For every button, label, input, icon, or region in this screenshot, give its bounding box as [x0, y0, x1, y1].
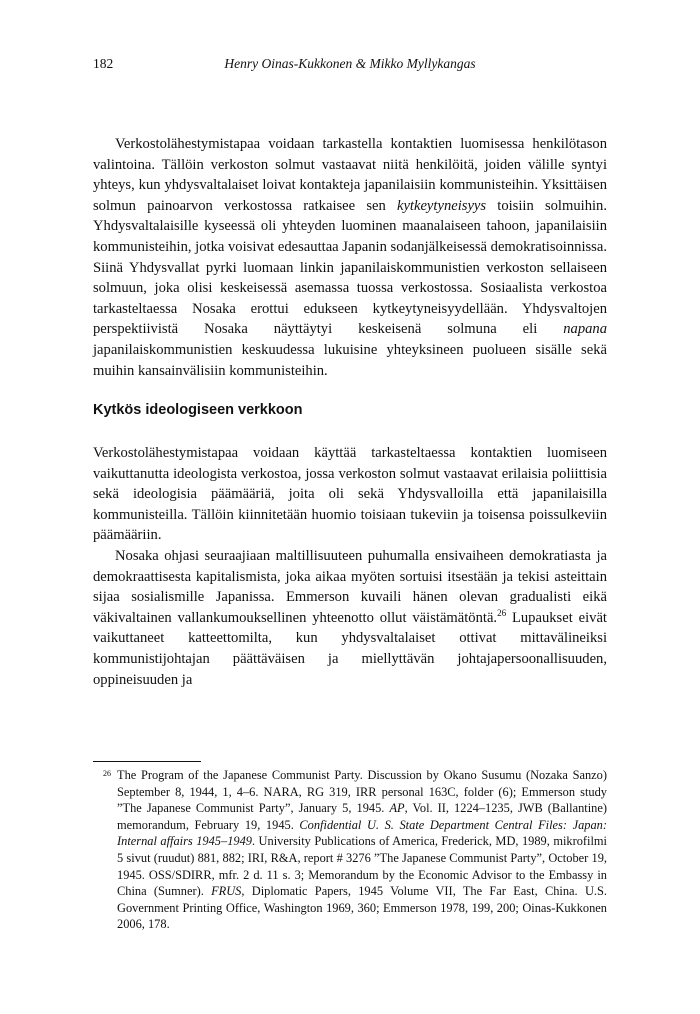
- running-header: [93, 56, 607, 74]
- page-number: 182: [93, 56, 114, 71]
- text-run: Verkostolähestymistapaa voidaan tarkastella kontaktien luomisessa henkilötason valintoina. Tällöin verkoston solmut vastaavat niitä henkilöitä, joiden välille syntyi yhteys, kun yhdysvaltalaiset loivat kontakteja japanilaisiin kommunisteihin. Yksittäisen solmun painoarvon verkostossa ratkaisee sen: [93, 136, 607, 214]
- footnote-text: [117, 767, 607, 933]
- footnote-marker: 26: [103, 769, 111, 778]
- paragraph: [93, 134, 607, 381]
- text-run: Nosaka ohjasi seuraajiaan maltillisuuteen puhumalla ensivaiheen demokratiasta ja demokraattisesta kapitalismista, joka aikaa myöten sortuisi itsestään ja tekisi asteittain sijaa sosialismille Japanissa. Emmerson kuvaili hänen olevan gradualisti eikä väkivaltainen vallankumouksellinen yhteenotto ollut väistämätöntä.: [93, 547, 607, 626]
- text-run: , Vol. II, 1224–1235, JWB (Ballantine) memorandum, February 19, 1945.: [117, 801, 607, 832]
- footnote-reference: 26: [497, 607, 507, 618]
- italic-run: FRUS: [211, 884, 242, 899]
- italic-run: Confidential U. S. State Department Central Files: Japan: Internal affairs 1945–1949: [117, 817, 608, 849]
- paragraph: [93, 443, 607, 546]
- italic-run: napana: [563, 321, 607, 338]
- text-run: , Diplomatic Papers, 1945 Volume VII, The Far East, China. U.S. Government Printing Office, Washington 1969, 360; Emmerson 1978, 199, 200; Oinas-Kukkonen 2006, 178.: [117, 884, 607, 932]
- paragraph: [93, 546, 607, 690]
- text-run: The Program of the Japanese Communist Party. Discussion by Okano Susumu (Nozaka Sanzo) September 8, 1944, 1, 4–6. NARA, RG 319, IRR personal 163C, folder (6); Emmerson study ”The Japanese Communist Party”, January 5, 1945.: [117, 768, 607, 816]
- running-title: Henry Oinas-Kukkonen & Mikko Myllykangas: [224, 56, 476, 71]
- footnote-26: [93, 767, 607, 933]
- italic-run: kytkeytyneisyys: [396, 197, 487, 214]
- text-run: Verkostolähestymistapaa voidaan käyttää tarkasteltaessa kontaktien luomiseen vaikuttanutta ideologista verkostoa, jossa verkoston solmut vastaavat erilaisia poliittisia sekä ideologisia päämääriä, joita oli sekä Yhdysvalloilla että japanilaisilla kommunisteilla. Tällöin kiinnitetään huomio toisiaan tukeviin ja toisensa poissulkeviin päämääriin.: [93, 445, 607, 544]
- section-heading: Kytkös ideologiseen verkkoon: [93, 402, 303, 418]
- text-run: Lupaukset eivät vaikuttaneet katteettomilta, kun yhdysvaltalaiset ottivat mittavälineiksi kommunistijohtajan päättäväisen ja miellyttävän johtajapersoonallisuuden, oppineisuuden ja: [93, 609, 607, 688]
- section-1: [93, 134, 607, 381]
- italic-run: AP: [389, 801, 405, 816]
- text-run: toisiin solmuihin. Yhdysvaltalaisille kyseessä oli yhteyden luominen maanalaiseen tahoon, japanilaisiin kommunisteihin, jotka voisivat edesauttaa Japanin sodanjälkeisessä demokratisoinnissa. Siinä Yhdysvallat pyrki luomaan linkin japanilaiskommunistien verkoston sellaiseen solmuun, joka olisi keskeisessä asemassa tuossa verkostossa. Sosiaalista verkostoa tarkasteltaessa Nosaka erottui edukseen kytkeytyneisyydellään. Yhdysvaltojen perspektiivistä Nosaka näyttäytyi keskeisenä solmuna eli: [93, 197, 607, 338]
- text-run: . University Publications of America, Frederick, MD, 1989, mikrofilmi 5 sivut (ruudut) 881, 882; IRI, R&A, report # 3276 ”The Japanese Communist Party”, October 19, 1945. OSS/SDIRR, mfr. 2 d. 11 s. 3; Memorandum by the Economic Advisor to the Embassy in China (Sumner).: [117, 834, 608, 899]
- section-2: [93, 443, 607, 690]
- footnote-separator: [93, 761, 201, 762]
- text-run: japanilaiskommunistien keskuudessa lukuisine yhteyksineen puolueen sisälle sekä muihin kansainvälisiin kommunisteihin.: [93, 341, 607, 379]
